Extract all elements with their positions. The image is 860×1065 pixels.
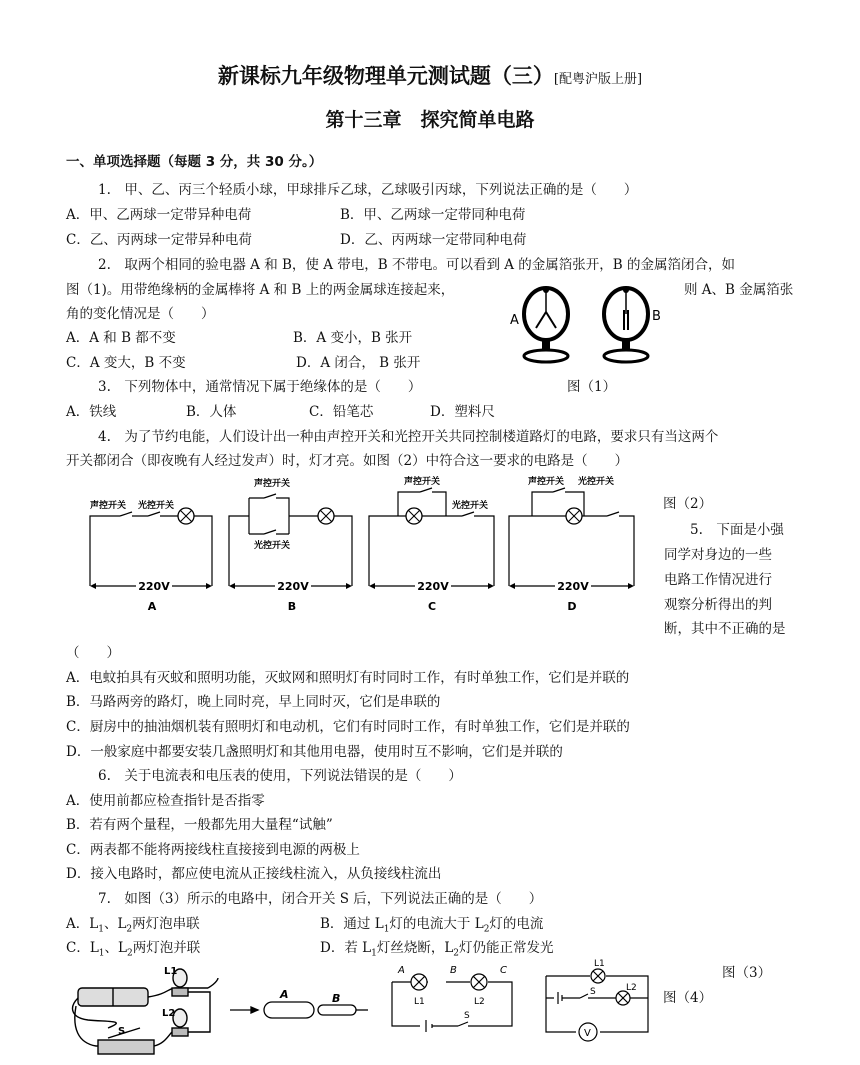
physical-circuit: [73, 969, 218, 1054]
q1-option-c: C．乙、丙两球一定带异种电荷: [66, 232, 252, 248]
bottom-circuits-figure: [68, 958, 668, 1062]
light-switch-label-b: 光控开关: [254, 541, 291, 551]
q2-option-a: A．A 和 B 都不变: [66, 330, 176, 346]
q5-option-d: D．一般家庭中都要安装几盏照明灯和其他用电器，使用时互不影响，它们是并联的: [66, 744, 563, 760]
sound-switch-label-b: 声控开关: [254, 479, 291, 489]
lamp-icon: [566, 508, 582, 524]
parallel-l2-label: L2: [626, 983, 637, 993]
q4-line1: 4. 为了节约电能，人们设计出一种由声控开关和光控开关共同控制楼道路灯的电路，要求只有当这两个: [98, 429, 719, 445]
sound-switch-label-a: 声控开关: [90, 501, 127, 511]
q5-side-2: 同学对身边的一些: [664, 547, 772, 563]
voltage-label-c: 220V: [417, 580, 449, 593]
voltage-label-b: 220V: [277, 580, 309, 593]
circuit-options-figure: [86, 474, 642, 614]
q5-option-c: C．厨房中的抽油烟机装有照明灯和电动机，它们有时同时工作，有时单独工作，它们是并联的: [66, 719, 630, 735]
chapter-title: 第十三章 探究简单电路: [325, 109, 535, 131]
lamp-icon: [318, 508, 334, 524]
parallel-s-label: S: [590, 987, 596, 997]
circuit-letter-c: C: [427, 600, 437, 613]
electroscope-b: [604, 287, 648, 362]
phys-l2-label: L2: [162, 1008, 176, 1019]
voltage-label-d: 220V: [557, 580, 589, 593]
electroscope-b-label: B: [652, 309, 661, 324]
conductor-b-label: B: [332, 992, 341, 1005]
electroscope-a-label: A: [510, 313, 519, 328]
q6-option-b: B．若有两个量程，一般都先用大量程“试触”: [66, 817, 333, 833]
q2-line1: 2. 取两个相同的验电器 A 和 B，使 A 带电，B 不带电。可以看到 A 的金属箔张开，B 的金属箔闭合，如: [98, 257, 736, 273]
light-switch-label-a: 光控开关: [138, 501, 175, 511]
sound-switch-label-d: 声控开关: [528, 477, 565, 487]
series-l2-label: L2: [474, 997, 485, 1007]
edition-note: [配粤沪版上册]: [553, 72, 643, 87]
q6-option-d: D．接入电路时，都应使电流从正接线柱流入，从负接线柱流出: [66, 866, 442, 882]
series-circuit: [392, 974, 512, 1032]
conductor-figure: [230, 1002, 368, 1018]
light-switch-label-d: 光控开关: [578, 477, 615, 487]
q2-option-c: C．A 变大，B 不变: [66, 355, 186, 371]
parallel-l1-label: L1: [594, 959, 605, 969]
fig1-caption: 图（1）: [567, 379, 617, 395]
q2-line2b: 则 A、B 金属箔张: [684, 282, 794, 298]
q6-option-c: C．两表都不能将两接线柱直接接到电源的两极上: [66, 842, 360, 858]
voltmeter-label: V: [584, 1028, 591, 1039]
q3-option-c: C．铅笔芯: [309, 404, 374, 420]
q3-stem: 3. 下列物体中，通常情况下属于绝缘体的是（ ）: [98, 379, 422, 395]
parallel-circuit: [546, 969, 648, 1041]
series-a-label: A: [398, 965, 405, 976]
q1-stem: 1. 甲、乙、丙三个轻质小球，甲球排斥乙球，乙球吸引丙球，下列说法正确的是（ ）: [98, 182, 638, 198]
conductor-a-label: A: [280, 988, 289, 1001]
phys-l1-label: L1: [164, 966, 178, 977]
q5-option-a: A．电蚊拍具有灭蚊和照明功能，灭蚊网和照明灯有时同时工作，有时单独工作，它们是并联的: [66, 670, 630, 686]
q1-option-b: B．甲、乙两球一定带同种电荷: [340, 207, 526, 223]
sound-switch-label-c: 声控开关: [404, 477, 441, 487]
series-b-label: B: [450, 965, 457, 976]
page-title: [0, 60, 860, 90]
lamp-icon: [178, 508, 194, 524]
q2-line3: 角的变化情况是（ ）: [66, 306, 215, 322]
voltage-label-a: 220V: [138, 580, 170, 593]
q7-stem: 7. 如图（3）所示的电路中，闭合开关 S 后，下列说法正确的是（ ）: [98, 891, 543, 907]
fig2-caption: 图（2）: [663, 496, 713, 512]
q2-option-d: D．A 闭合， B 张开: [296, 355, 421, 371]
series-c-label: C: [500, 965, 507, 976]
circuit-letter-d: D: [567, 600, 577, 613]
q6-stem: 6. 关于电流表和电压表的使用，下列说法错误的是（ ）: [98, 768, 462, 784]
q7-option-c: C．$L_1$、$L_2$两灯泡并联: [66, 940, 201, 959]
q1-option-d: D．乙、丙两球一定带同种电荷: [340, 232, 527, 248]
light-switch-label-c: 光控开关: [452, 501, 489, 511]
q5-paren: （ ）: [66, 645, 120, 661]
q4-line2: 开关都闭合（即夜晚有人经过发声）时，灯才亮。如图（2）中符合这一要求的电路是（ ）: [66, 453, 629, 469]
q5-side-1: 5. 下面是小强: [690, 522, 784, 538]
series-s-label: S: [464, 1011, 470, 1021]
electroscope-figure: [508, 282, 678, 368]
series-l1-label: L1: [414, 997, 425, 1007]
q7-option-a: A．$L_1$、$L_2$两灯泡串联: [66, 916, 200, 935]
circuit-letter-b: B: [287, 600, 297, 613]
circuit-letter-a: A: [147, 600, 157, 613]
title-text: 新课标九年级物理单元测试题（三）: [217, 63, 554, 88]
q2-option-b: B．A 变小，B 张开: [293, 330, 413, 346]
electroscope-a: [524, 287, 568, 362]
phys-s-label: S: [118, 1026, 126, 1037]
q5-side-3: 电路工作情况进行: [664, 572, 772, 588]
q7-option-d: D．若 $L_1$灯丝烧断，$L_2$灯仍能正常发光: [320, 940, 554, 959]
q3-option-d: D．塑料尺: [430, 404, 495, 420]
lamp-icon: [406, 508, 422, 524]
q3-option-a: A．铁线: [66, 404, 117, 420]
fig3-caption: 图（3）: [722, 965, 772, 981]
q5-option-b: B．马路两旁的路灯，晚上同时亮，早上同时灭，它们是串联的: [66, 694, 441, 710]
q6-option-a: A．使用前都应检查指针是否指零: [66, 793, 265, 809]
section-heading: 一、单项选择题（每题 3 分，共 30 分。）: [66, 154, 323, 170]
q5-side-4: 观察分析得出的判: [664, 597, 772, 613]
fig4-caption: 图（4）: [663, 990, 713, 1006]
q5-side-5: 断，其中不正确的是: [664, 621, 786, 637]
q1-option-a: A．甲、乙两球一定带异种电荷: [66, 207, 252, 223]
q3-option-b: B．人体: [186, 404, 237, 420]
q2-line2: 图（1)。用带绝缘柄的金属棒将 A 和 B 上的两金属球连接起来，: [66, 282, 455, 298]
q7-option-b: B．通过 $L_1$灯的电流大于 $L_2$灯的电流: [320, 916, 544, 935]
